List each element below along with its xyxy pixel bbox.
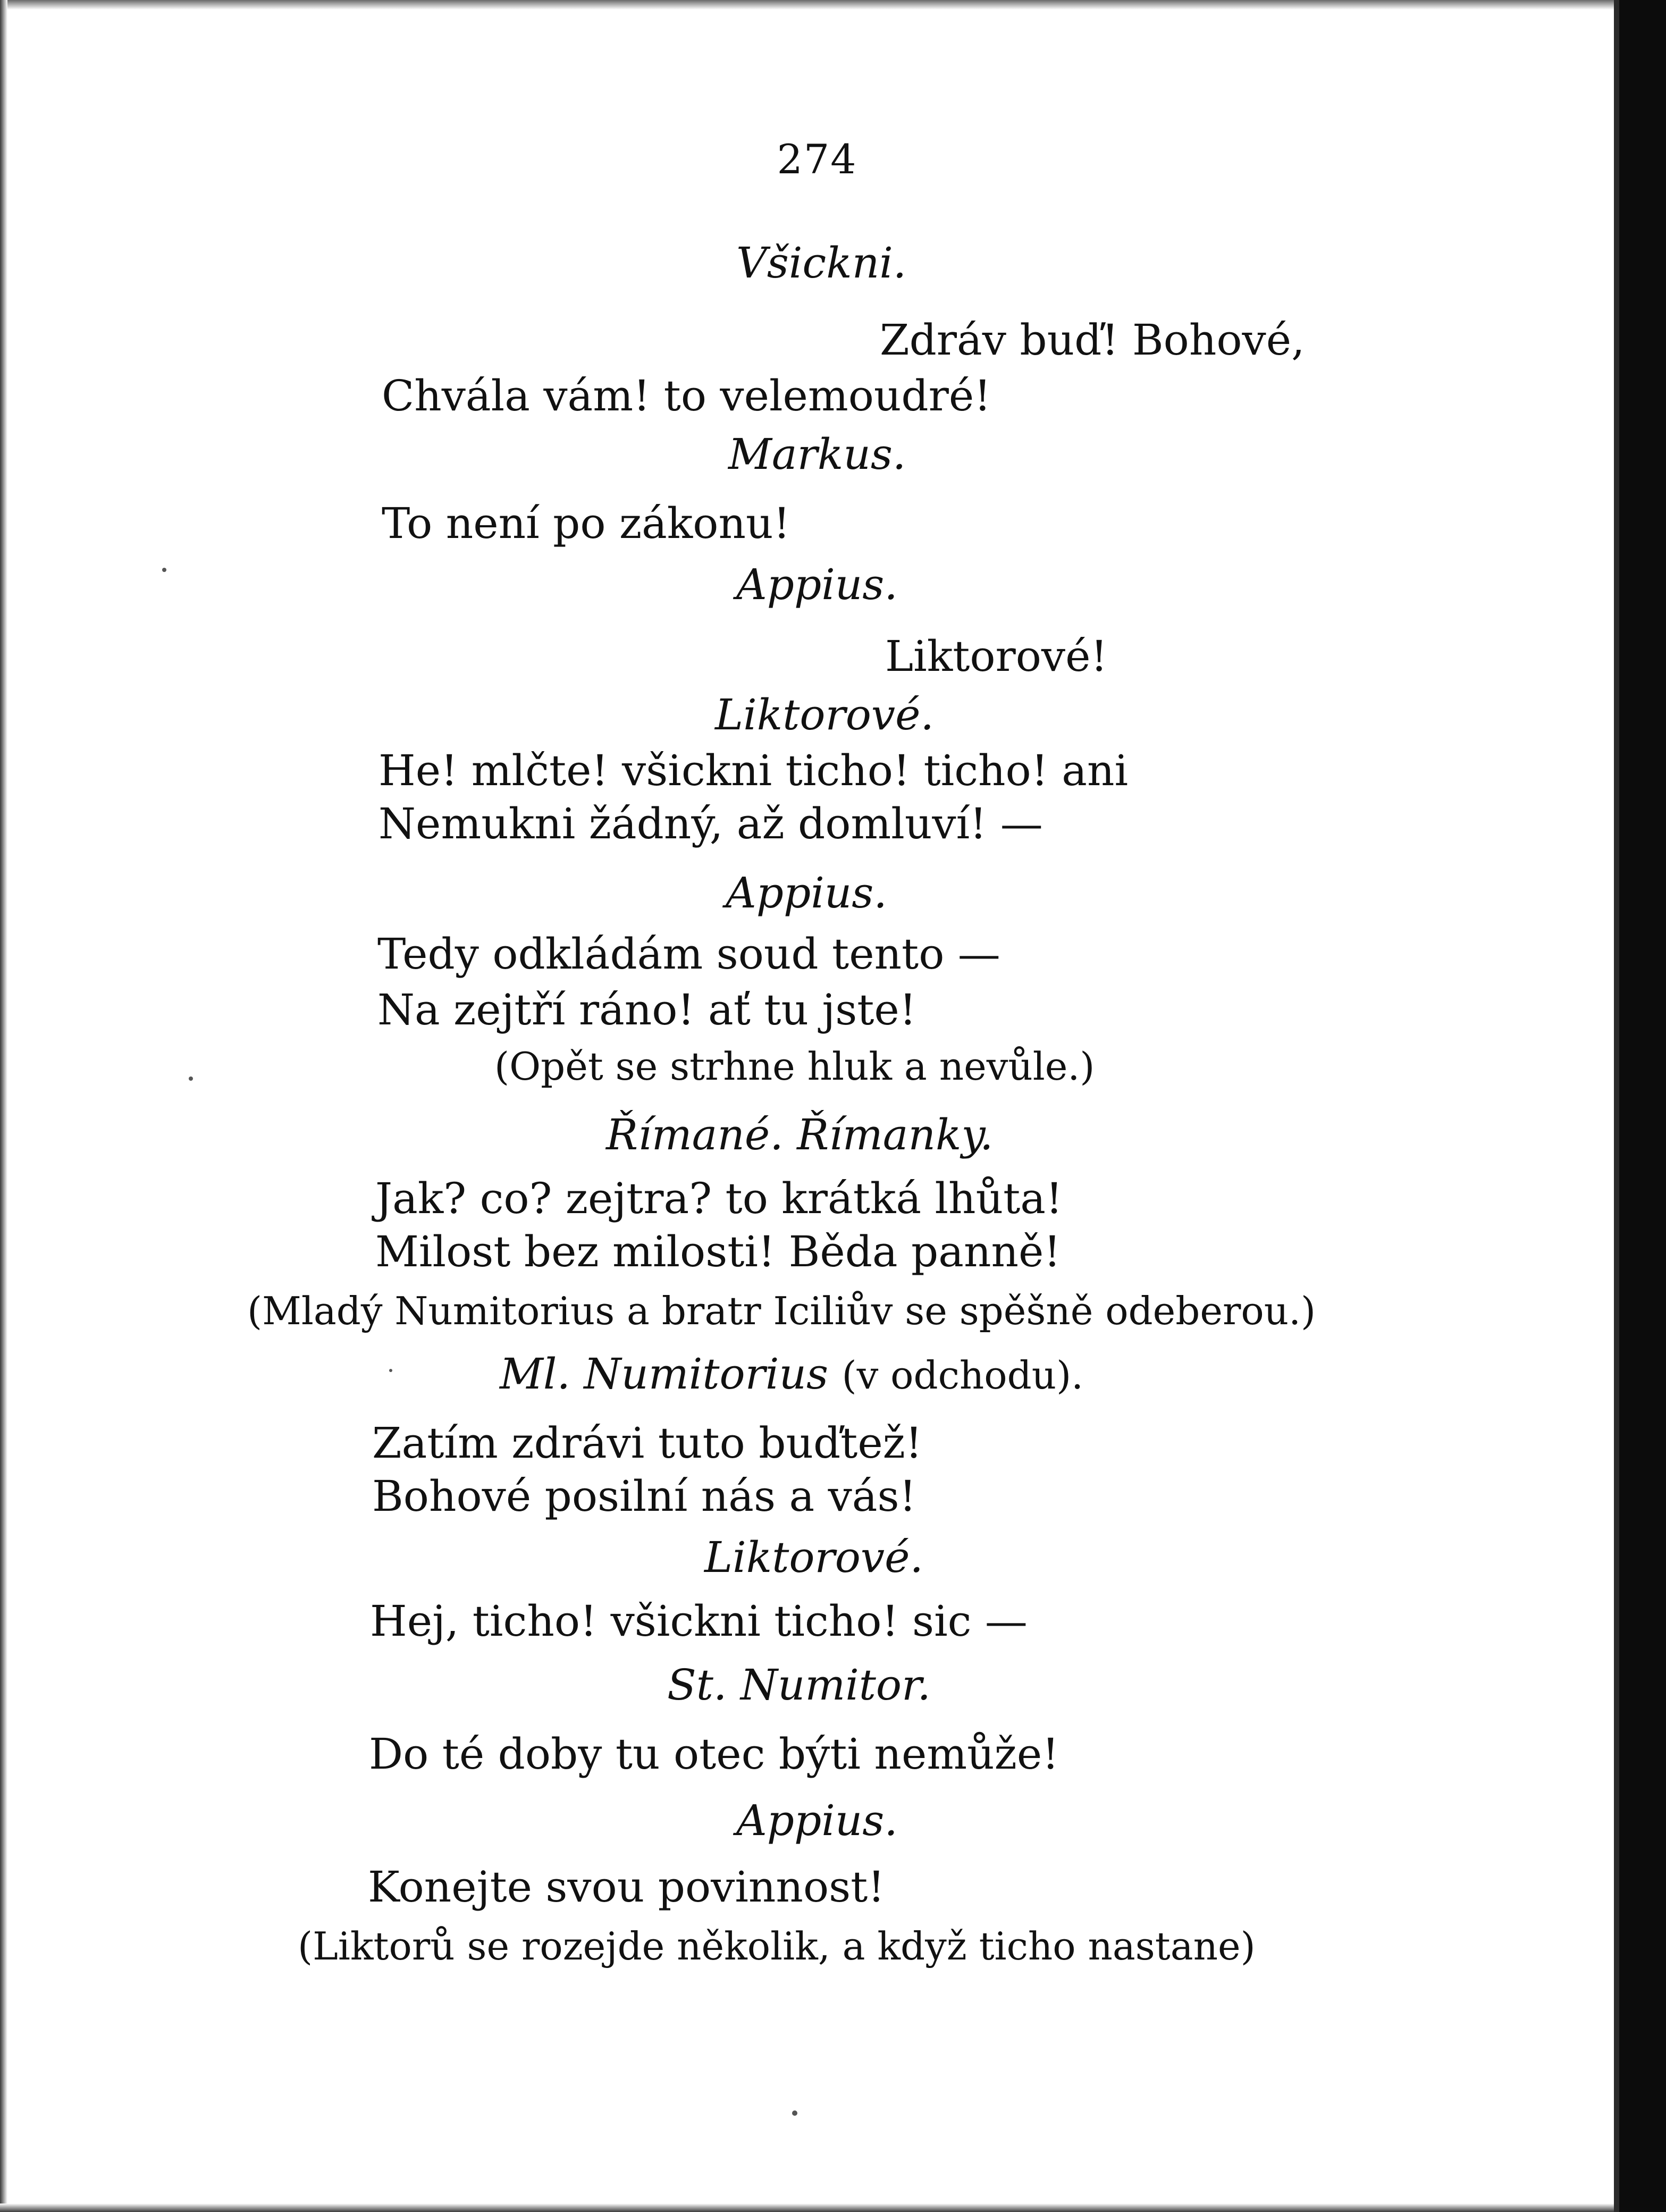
speaker-name: Ml. Numitorius — [500, 1349, 829, 1399]
speaker-appius: Appius. — [726, 868, 887, 918]
speaker-appius: Appius. — [736, 560, 898, 609]
verse-line: Zdráv buď! Bohové, — [880, 315, 1305, 365]
page-binding-shadow — [1614, 0, 1619, 2212]
verse-line: Chvála vám! to velemoudré! — [382, 371, 991, 420]
speaker-vsickni: Všickni. — [736, 238, 907, 288]
page-binding-edge — [1619, 0, 1666, 2212]
page-edge-top — [0, 0, 1619, 10]
print-speck — [792, 2110, 797, 2116]
page-edge-left — [0, 0, 7, 2212]
verse-line: Zatím zdrávi tuto buďtež! — [372, 1418, 922, 1468]
print-speck — [162, 568, 166, 572]
verse-line: Tedy odkládám soud tento — — [377, 929, 1000, 979]
speaker-liktorove: Liktorové. — [704, 1533, 923, 1582]
print-speck — [389, 1369, 392, 1372]
verse-line: Bohové posilní nás a vás! — [372, 1471, 916, 1521]
page-edge-bottom — [0, 2203, 1619, 2212]
stage-direction: (Mladý Numitorius a bratr Iciliův se spěšně odeberou.) — [247, 1289, 1316, 1333]
verse-line: To není po zákonu! — [382, 499, 790, 548]
verse-line: Liktorové! — [885, 632, 1108, 681]
print-speck — [189, 1076, 193, 1081]
verse-line: Konejte svou povinnost! — [368, 1862, 885, 1912]
stage-direction: (Opět se strhne hluk a nevůle.) — [494, 1044, 1095, 1089]
speaker-liktorove: Liktorové. — [715, 690, 934, 739]
verse-line: Hej, ticho! všickni ticho! sic — — [370, 1596, 1028, 1646]
speaker-appius: Appius. — [736, 1796, 898, 1845]
page-number: 274 — [777, 136, 857, 183]
verse-line: Na zejtří ráno! ať tu jste! — [377, 985, 916, 1034]
speaker-ml-numitorius — [500, 1349, 1084, 1399]
stage-direction: (Liktorů se rozejde několik, a když ticho nastane) — [298, 1924, 1256, 1969]
stage-direction-inline: (v odchodu). — [842, 1353, 1084, 1398]
verse-line: Do té doby tu otec býti nemůže! — [369, 1729, 1059, 1779]
speaker-st-numitor: St. Numitor. — [667, 1660, 931, 1710]
verse-line: Milost bez milosti! Běda panně! — [375, 1227, 1061, 1276]
verse-line: Nemukni žádný, až domluví! — — [378, 799, 1043, 848]
speaker-rimane-rimanky: Římané. Římanky. — [606, 1110, 994, 1159]
verse-line: Jak? co? zejtra? to krátká lhůta! — [375, 1174, 1063, 1223]
verse-line: He! mlčte! všickni ticho! ticho! ani — [378, 746, 1129, 795]
speaker-markus: Markus. — [728, 430, 906, 479]
page-number-row — [0, 136, 1666, 183]
